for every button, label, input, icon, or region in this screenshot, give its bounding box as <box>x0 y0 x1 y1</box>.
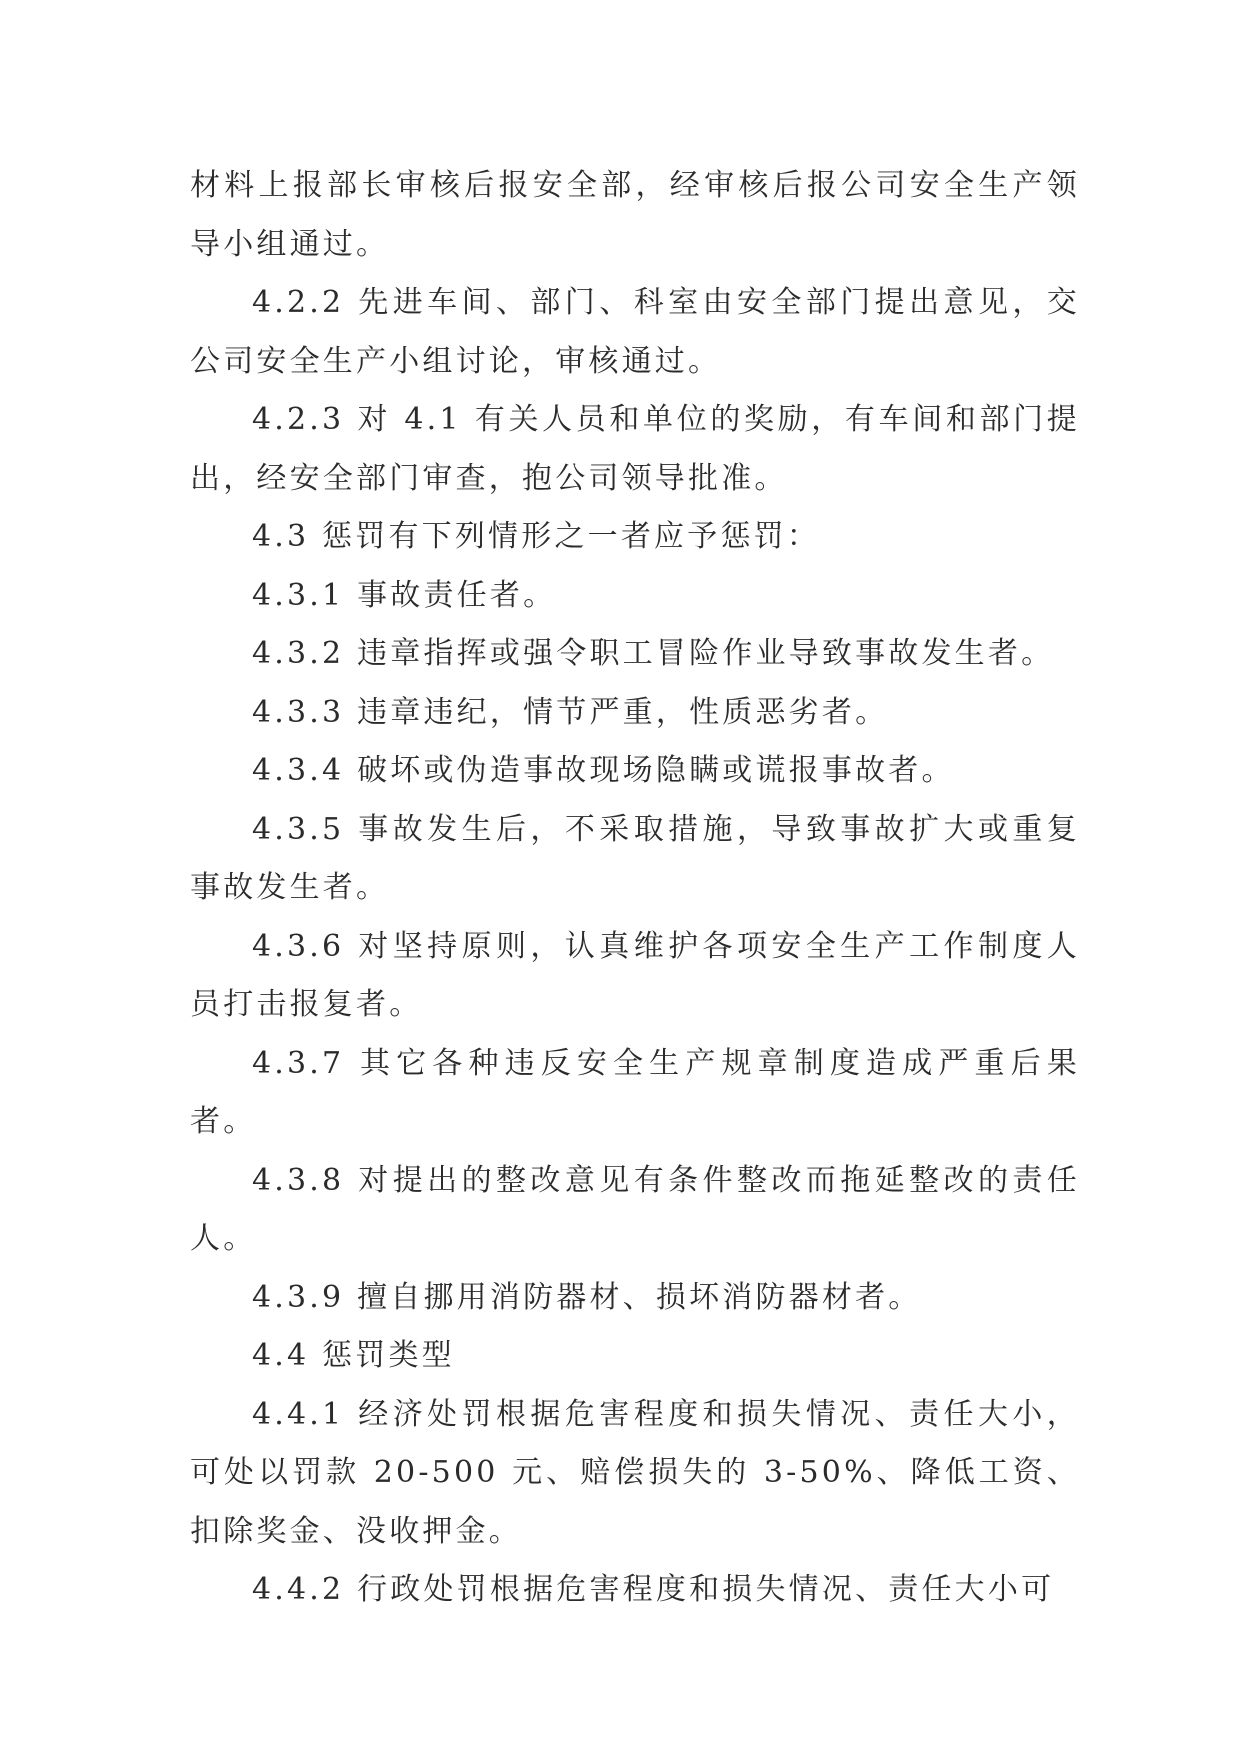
paragraph-10: 4.3.6 对坚持原则，认真维护各项安全生产工作制度人员打击报复者。 <box>190 928 1080 1022</box>
paragraph-14: 4.4 惩罚类型 <box>252 1338 455 1373</box>
paragraph-8: 4.3.4 破坏或伪造事故现场隐瞒或谎报事故者。 <box>252 753 955 788</box>
paragraph-5: 4.3.1 事故责任者。 <box>252 577 557 613</box>
paragraph-6: 4.3.2 违章指挥或强令职工冒险作业导致事故发生者。 <box>252 636 1055 671</box>
paragraph-15: 4.4.1 经济处罚根据危害程度和损失情况、责任大小，可处以罚款 20-500 元、赔偿损失的 3-50%、降低工资、扣除奖金、没收押金。 <box>190 1396 1080 1549</box>
paragraph-11: 4.3.7 其它各种违反安全生产规章制度造成严重后果者。 <box>190 1045 1080 1139</box>
paragraph-1: 材料上报部长审核后报安全部，经审核后报公司安全生产领导小组通过。 <box>190 168 1080 262</box>
paragraph-3: 4.2.3 对 4.1 有关人员和单位的奖励，有车间和部门提出，经安全部门审查，抱公司领导批准。 <box>190 402 1080 496</box>
paragraph-12: 4.3.8 对提出的整改意见有条件整改而拖延整改的责任人。 <box>190 1162 1080 1256</box>
paragraph-9: 4.3.5 事故发生后，不采取措施，导致事故扩大或重复事故发生者。 <box>190 811 1080 905</box>
paragraph-13: 4.3.9 擅自挪用消防器材、损坏消防器材者。 <box>252 1279 922 1315</box>
document-body <box>190 157 1080 1620</box>
paragraph-4: 4.3 惩罚有下列情形之一者应予惩罚： <box>252 519 821 554</box>
paragraph-2: 4.2.2 先进车间、部门、科室由安全部门提出意见，交公司安全生产小组讨论，审核通过。 <box>190 285 1080 379</box>
paragraph-16: 4.4.2 行政处罚根据危害程度和损失情况、责任大小可 <box>252 1572 1055 1607</box>
paragraph-7: 4.3.3 违章违纪，情节严重，性质恶劣者。 <box>252 694 889 730</box>
